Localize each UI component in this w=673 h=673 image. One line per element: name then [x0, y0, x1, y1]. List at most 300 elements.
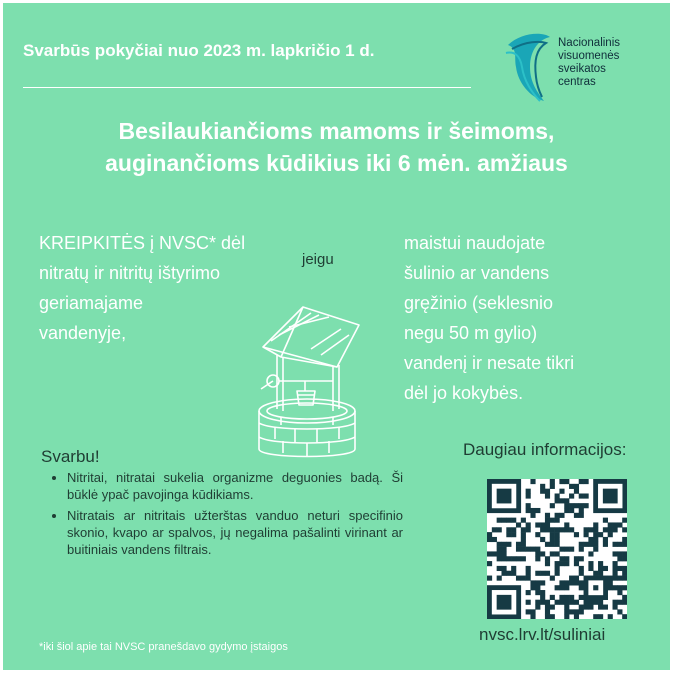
- qr-module: [622, 576, 627, 581]
- poster: [3, 3, 670, 670]
- qr-module: [569, 609, 574, 614]
- qr-module: [588, 527, 593, 532]
- qr-module: [555, 532, 560, 537]
- qr-module: [579, 580, 584, 585]
- qr-module: [497, 547, 502, 552]
- qr-module: [535, 547, 540, 552]
- logo-line: sveikatos: [558, 63, 606, 75]
- qr-module: [516, 556, 521, 561]
- qr-module: [550, 595, 555, 600]
- qr-module: [501, 566, 506, 571]
- qr-module: [550, 532, 555, 537]
- qr-module: [617, 576, 622, 581]
- qr-module: [622, 600, 627, 605]
- qr-module: [555, 513, 560, 518]
- qr-module: [492, 551, 497, 556]
- qr-module: [506, 532, 511, 537]
- qr-module: [622, 542, 627, 547]
- qr-module: [521, 556, 526, 561]
- qr-module: [535, 556, 540, 561]
- text-line: negu 50 m gylio): [404, 323, 538, 343]
- qr-module: [526, 503, 531, 508]
- qr-module: [622, 571, 627, 576]
- qr-module: [545, 522, 550, 527]
- qr-module: [603, 542, 608, 547]
- qr-module: [593, 542, 598, 547]
- qr-module: [545, 518, 550, 523]
- more-info-label: Daugiau informacijos:: [463, 440, 627, 459]
- qr-module: [569, 580, 574, 585]
- qr-module: [497, 551, 502, 556]
- qr-module: [545, 571, 550, 576]
- qr-module: [526, 522, 531, 527]
- qr-module: [603, 518, 608, 523]
- qr-module: [559, 600, 564, 605]
- qr-module: [516, 542, 521, 547]
- qr-module: [555, 537, 560, 542]
- qr-module: [559, 547, 564, 552]
- qr-module: [574, 532, 579, 537]
- qr-module: [608, 614, 613, 619]
- qr-module: [598, 614, 603, 619]
- qr-module: [593, 600, 598, 605]
- important-heading: Svarbu!: [41, 447, 100, 466]
- qr-module: [555, 585, 560, 590]
- qr-module: [540, 522, 545, 527]
- qr-module: [540, 600, 545, 605]
- logo-line: centras: [558, 76, 596, 88]
- website-url[interactable]: nvsc.lrv.lt/suliniai: [479, 625, 606, 644]
- qr-module: [559, 527, 564, 532]
- qr-module: [564, 498, 569, 503]
- qr-module: [574, 614, 579, 619]
- qr-module: [613, 576, 618, 581]
- qr-module: [492, 537, 497, 542]
- qr-module: [617, 522, 622, 527]
- qr-module: [584, 600, 589, 605]
- qr-module: [598, 566, 603, 571]
- qr-module: [497, 566, 502, 571]
- qr-module: [617, 590, 622, 595]
- qr-module: [559, 556, 564, 561]
- qr-module: [608, 527, 613, 532]
- qr-module: [535, 585, 540, 590]
- logo-line: visuomenės: [558, 50, 620, 62]
- qr-module: [579, 595, 584, 600]
- qr-module: [526, 571, 531, 576]
- qr-module: [506, 518, 511, 523]
- qr-module: [526, 590, 531, 595]
- qr-module: [622, 537, 627, 542]
- qr-module: [584, 542, 589, 547]
- qr-module: [545, 609, 550, 614]
- qr-module: [506, 556, 511, 561]
- qr-module: [579, 585, 584, 590]
- qr-module: [501, 571, 506, 576]
- qr-module: [497, 518, 502, 523]
- qr-module: [559, 513, 564, 518]
- qr-module: [511, 527, 516, 532]
- qr-module: [540, 571, 545, 576]
- qr-module: [521, 518, 526, 523]
- qr-module: [564, 527, 569, 532]
- qr-module: [526, 576, 531, 581]
- qr-module: [521, 532, 526, 537]
- qr-module: [564, 556, 569, 561]
- qr-module: [555, 527, 560, 532]
- qr-module: [569, 595, 574, 600]
- qr-module: [550, 537, 555, 542]
- qr-module: [569, 527, 574, 532]
- qr-module: [622, 614, 627, 619]
- qr-module: [564, 585, 569, 590]
- text-line: vandenyje,: [39, 323, 127, 343]
- list-item: • Nitratais ar nitritais užterštas vanduo neturi specifinio skonio, kvapo ar spalvos, jų negalima pašalinti virinant ar buitiniais vandens filtrais.: [67, 507, 403, 558]
- qr-module: [545, 513, 550, 518]
- qr-module: [622, 527, 627, 532]
- qr-module: [550, 518, 555, 523]
- qr-module: [545, 600, 550, 605]
- qr-module: [593, 614, 598, 619]
- qr-module: [521, 542, 526, 547]
- qr-module: [550, 605, 555, 610]
- qr-module: [584, 527, 589, 532]
- qr-module: [550, 527, 555, 532]
- qr-module: [569, 600, 574, 605]
- qr-module: [613, 542, 618, 547]
- qr-module: [613, 566, 618, 571]
- logo-line: Nacionalinis: [558, 37, 621, 49]
- qr-module: [535, 600, 540, 605]
- qr-module: [588, 600, 593, 605]
- qr-module: [564, 580, 569, 585]
- qr-module: [569, 493, 574, 498]
- text-line: KREIPKITĖS į NVSC* dėl: [39, 233, 246, 253]
- qr-module: [550, 576, 555, 581]
- qr-module: [555, 551, 560, 556]
- qr-module: [501, 551, 506, 556]
- qr-module: [540, 590, 545, 595]
- text-line: maistui naudojate: [404, 233, 546, 253]
- qr-module: [579, 547, 584, 552]
- qr-module: [530, 508, 535, 513]
- qr-module: [545, 556, 550, 561]
- qr-module: [579, 479, 584, 484]
- qr-module: [530, 614, 535, 619]
- qr-module: [622, 585, 627, 590]
- qr-module: [574, 484, 579, 489]
- qr-module: [540, 595, 545, 600]
- text-line: dėl jo kokybės.: [404, 383, 524, 403]
- qr-module: [564, 600, 569, 605]
- qr-module: [579, 542, 584, 547]
- qr-module: [535, 580, 540, 585]
- text-line: gręžinio (seklesnio: [404, 293, 554, 313]
- qr-module: [617, 566, 622, 571]
- qr-module: [521, 576, 526, 581]
- qr-module: [617, 556, 622, 561]
- qr-module: [613, 527, 618, 532]
- qr-module: [559, 489, 564, 494]
- qr-module: [579, 571, 584, 576]
- qr-module: [521, 537, 526, 542]
- qr-module: [550, 503, 555, 508]
- qr-alignment: [593, 585, 598, 590]
- qr-module: [555, 518, 560, 523]
- qr-module: [622, 595, 627, 600]
- qr-module: [559, 580, 564, 585]
- qr-module: [613, 522, 618, 527]
- qr-module: [540, 551, 545, 556]
- qr-module: [584, 605, 589, 610]
- qr-module: [593, 537, 598, 542]
- qr-module: [545, 489, 550, 494]
- qr-module: [579, 508, 584, 513]
- qr-module: [564, 595, 569, 600]
- qr-module: [530, 547, 535, 552]
- qr-module: [511, 518, 516, 523]
- qr-module: [501, 547, 506, 552]
- qr-module: [540, 489, 545, 494]
- qr-module: [564, 547, 569, 552]
- qr-module: [555, 566, 560, 571]
- headline-line: Besilaukiančioms mamoms ir šeimoms,: [118, 118, 555, 144]
- qr-module: [617, 542, 622, 547]
- qr-module: [545, 561, 550, 566]
- qr-module: [622, 518, 627, 523]
- qr-module: [613, 561, 618, 566]
- qr-module: [603, 605, 608, 610]
- text-line: geriamajame: [39, 293, 144, 313]
- nvsc-swoosh-icon: [500, 27, 556, 107]
- qr-module: [535, 508, 540, 513]
- qr-module: [588, 566, 593, 571]
- qr-module: [550, 551, 555, 556]
- qr-module: [574, 600, 579, 605]
- main-headline: [3, 115, 670, 179]
- qr-module: [608, 522, 613, 527]
- qr-module: [598, 600, 603, 605]
- qr-module: [613, 571, 618, 576]
- qr-module: [530, 609, 535, 614]
- qr-module: [574, 580, 579, 585]
- qr-module: [622, 566, 627, 571]
- qr-module: [574, 576, 579, 581]
- nvsc-logo: [500, 27, 660, 107]
- qr-module: [545, 542, 550, 547]
- qr-module: [487, 561, 492, 566]
- qr-module: [622, 556, 627, 561]
- qr-module: [579, 605, 584, 610]
- qr-module: [497, 576, 502, 581]
- qr-module: [540, 484, 545, 489]
- qr-module: [564, 561, 569, 566]
- qr-module: [574, 513, 579, 518]
- qr-module: [617, 585, 622, 590]
- qr-module: [521, 527, 526, 532]
- qr-module: [603, 566, 608, 571]
- qr-module: [501, 518, 506, 523]
- text-line: nitratų ir nitritų ištyrimo: [39, 263, 221, 283]
- qr-module: [579, 503, 584, 508]
- list-item: • Nitritai, nitratai sukelia organizme deguonies badą. Ši būklė ypač pavojinga kūdikiams.: [67, 469, 403, 503]
- qr-module: [617, 551, 622, 556]
- qr-module: [584, 493, 589, 498]
- qr-module: [521, 547, 526, 552]
- footnote: *iki šiol apie tai NVSC pranešdavo gydymo įstaigos: [39, 641, 288, 653]
- qr-module: [550, 614, 555, 619]
- qr-module: [535, 571, 540, 576]
- qr-module: [511, 556, 516, 561]
- qr-finder: [603, 489, 618, 504]
- qr-module: [526, 489, 531, 494]
- qr-module: [569, 576, 574, 581]
- qr-module: [559, 585, 564, 590]
- qr-module: [593, 547, 598, 552]
- qr-module: [593, 532, 598, 537]
- connector-word: jeigu: [302, 251, 334, 268]
- qr-module: [511, 532, 516, 537]
- qr-module: [588, 551, 593, 556]
- qr-module: [588, 605, 593, 610]
- qr-module: [608, 580, 613, 585]
- qr-module: [545, 527, 550, 532]
- qr-module: [530, 513, 535, 518]
- qr-module: [569, 508, 574, 513]
- qr-code[interactable]: [487, 479, 627, 619]
- qr-module: [598, 561, 603, 566]
- qr-module: [555, 600, 560, 605]
- logo-text: [558, 37, 620, 89]
- qr-module: [555, 571, 560, 576]
- qr-module: [501, 556, 506, 561]
- qr-module: [526, 547, 531, 552]
- qr-module: [540, 527, 545, 532]
- qr-module: [501, 542, 506, 547]
- qr-module: [516, 522, 521, 527]
- qr-module: [598, 571, 603, 576]
- qr-module: [564, 503, 569, 508]
- qr-module: [535, 522, 540, 527]
- qr-module: [550, 542, 555, 547]
- qr-module: [555, 561, 560, 566]
- qr-module: [579, 566, 584, 571]
- qr-module: [579, 493, 584, 498]
- qr-module: [487, 576, 492, 581]
- qr-module: [588, 537, 593, 542]
- qr-finder: [497, 489, 512, 504]
- qr-module: [588, 542, 593, 547]
- qr-module: [579, 609, 584, 614]
- qr-module: [603, 527, 608, 532]
- qr-module: [574, 503, 579, 508]
- qr-module: [506, 542, 511, 547]
- condition-text: [404, 228, 644, 408]
- qr-module: [593, 527, 598, 532]
- qr-module: [598, 605, 603, 610]
- qr-module: [622, 551, 627, 556]
- qr-module: [545, 614, 550, 619]
- qr-module: [584, 503, 589, 508]
- qr-module: [559, 595, 564, 600]
- qr-module: [574, 561, 579, 566]
- qr-module: [511, 566, 516, 571]
- qr-module: [535, 605, 540, 610]
- qr-module: [555, 493, 560, 498]
- qr-module: [559, 498, 564, 503]
- qr-module: [608, 532, 613, 537]
- qr-module: [555, 498, 560, 503]
- qr-module: [540, 537, 545, 542]
- qr-module: [564, 609, 569, 614]
- qr-module: [574, 556, 579, 561]
- text-line: vandenį ir nesate tikri: [404, 353, 575, 373]
- qr-module: [530, 580, 535, 585]
- qr-module: [526, 600, 531, 605]
- qr-module: [535, 590, 540, 595]
- qr-module: [506, 527, 511, 532]
- qr-module: [574, 489, 579, 494]
- qr-module: [526, 493, 531, 498]
- qr-module: [545, 605, 550, 610]
- qr-module: [497, 556, 502, 561]
- qr-module: [603, 537, 608, 542]
- qr-module: [516, 576, 521, 581]
- qr-module: [506, 571, 511, 576]
- qr-module: [617, 609, 622, 614]
- water-well-icon: [241, 299, 371, 464]
- qr-module: [608, 585, 613, 590]
- qr-module: [526, 527, 531, 532]
- qr-module: [535, 532, 540, 537]
- qr-module: [579, 556, 584, 561]
- qr-module: [613, 605, 618, 610]
- qr-module: [574, 609, 579, 614]
- text-line: šulinio ar vandens: [404, 263, 550, 283]
- qr-module: [530, 585, 535, 590]
- qr-module: [569, 503, 574, 508]
- qr-module: [487, 551, 492, 556]
- qr-module: [492, 527, 497, 532]
- qr-module: [598, 532, 603, 537]
- qr-module: [540, 580, 545, 585]
- qr-module: [564, 508, 569, 513]
- qr-module: [593, 571, 598, 576]
- qr-module: [526, 566, 531, 571]
- qr-module: [584, 479, 589, 484]
- qr-module: [564, 614, 569, 619]
- qr-module: [545, 493, 550, 498]
- qr-module: [564, 522, 569, 527]
- date-announcement: Svarbūs pokyčiai nuo 2023 m. lapkričio 1 d.: [23, 41, 375, 60]
- qr-module: [613, 585, 618, 590]
- qr-module: [588, 561, 593, 566]
- qr-module: [564, 479, 569, 484]
- qr-module: [526, 508, 531, 513]
- headline-line: auginančioms kūdikius iki 6 mėn. amžiaus: [105, 150, 568, 176]
- water-well-illustration: [241, 299, 371, 464]
- qr-module: [569, 547, 574, 552]
- header-divider: [23, 87, 471, 88]
- qr-module: [511, 571, 516, 576]
- qr-module: [497, 542, 502, 547]
- qr-module: [559, 561, 564, 566]
- qr-module: [550, 484, 555, 489]
- qr-module: [530, 479, 535, 484]
- qr-finder: [497, 595, 512, 610]
- qr-module: [487, 532, 492, 537]
- important-bullet-list: [49, 469, 403, 562]
